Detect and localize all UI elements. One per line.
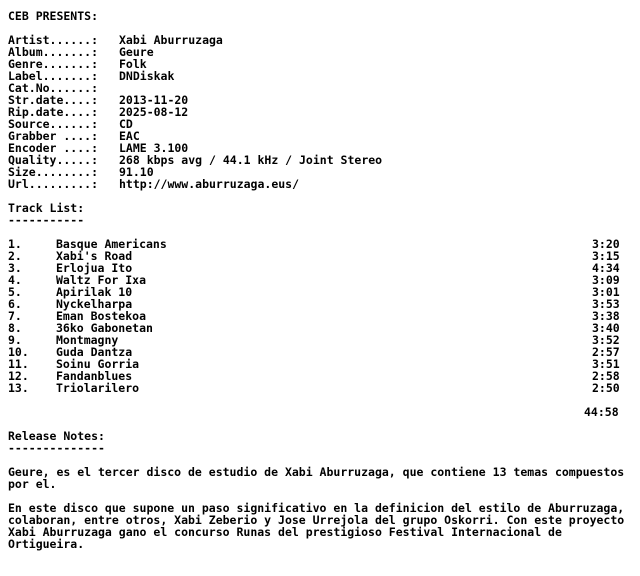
- track-duration: 3:09: [592, 273, 620, 287]
- track-title: Triolarilero: [56, 381, 140, 395]
- info-key: Grabber ....:: [8, 129, 99, 143]
- info-row-url: [8, 178, 632, 190]
- track-duration: 2:58: [592, 369, 620, 383]
- info-key: Album.......:: [8, 45, 99, 59]
- info-value: 2013-11-20: [119, 93, 189, 107]
- info-value: CD: [119, 117, 133, 131]
- info-key: Url.........:: [8, 177, 99, 191]
- info-key: Genre.......:: [8, 57, 99, 71]
- track-number: 12.: [8, 369, 29, 383]
- track-number: 5.: [8, 285, 22, 299]
- info-row-artist: [8, 34, 632, 46]
- info-value-url: http://www.aburruzaga.eus/: [119, 177, 300, 191]
- spacer: [8, 418, 632, 430]
- track-title: Montmagny: [56, 333, 119, 347]
- info-value: 2025-08-12: [119, 105, 189, 119]
- track-title: Nyckelharpa: [56, 297, 133, 311]
- info-row-quality: [8, 154, 632, 166]
- info-key: Cat.No......:: [8, 81, 99, 95]
- info-value: DNDiskak: [119, 69, 175, 83]
- track-number: 13.: [8, 381, 29, 395]
- track-duration: 3:01: [592, 285, 620, 299]
- track-duration: 3:20: [592, 237, 620, 251]
- track-duration: 3:53: [592, 297, 620, 311]
- track-title: Waltz For Ixa: [56, 273, 147, 287]
- info-row-str-date: [8, 94, 632, 106]
- track-title: Eman Bostekoa: [56, 309, 147, 323]
- track-duration: 3:52: [592, 333, 620, 347]
- track-number: 3.: [8, 261, 22, 275]
- tracklist-underline: -----------: [8, 214, 85, 226]
- info-key: Source......:: [8, 117, 99, 131]
- info-value: Folk: [119, 57, 147, 71]
- total-duration: 44:58: [584, 405, 619, 419]
- info-row-genre: [8, 58, 632, 70]
- track-title: Basque Americans: [56, 237, 167, 251]
- info-key: Encoder ....:: [8, 141, 99, 155]
- nfo-document: [8, 10, 632, 550]
- track-duration: 3:51: [592, 357, 620, 371]
- info-row-rip-date: [8, 106, 632, 118]
- info-row-grabber: [8, 130, 632, 142]
- track-number: 9.: [8, 333, 22, 347]
- info-key: Size........:: [8, 165, 99, 179]
- track-number: 2.: [8, 249, 22, 263]
- track-number: 1.: [8, 237, 22, 251]
- release-notes-paragraph: Geure, es el tercer disco de estudio de Xabi Aburruzaga, que contiene 13 temas compuestos por el.: [8, 465, 625, 491]
- info-key: Artist......:: [8, 33, 99, 47]
- track-duration: 4:34: [592, 261, 620, 275]
- info-value: [119, 82, 632, 94]
- track-title: Guda Dantza: [56, 345, 133, 359]
- track-row: [8, 382, 632, 394]
- info-value: LAME 3.100: [119, 141, 189, 155]
- track-list: [8, 238, 632, 394]
- info-value: Geure: [119, 45, 154, 59]
- track-title: Erlojua Ito: [56, 261, 133, 275]
- info-row-album: [8, 46, 632, 58]
- track-title: Soinu Gorria: [56, 357, 140, 371]
- info-key: Rip.date....:: [8, 105, 99, 119]
- info-value: 91.10: [119, 165, 154, 179]
- release-notes-underline: --------------: [8, 442, 105, 454]
- spacer: [8, 190, 632, 202]
- release-notes-paragraph: En este disco que supone un paso significativo en la definicion del estilo de Aburruzaga, colaboran, entre otros, Xabi Zeberio y Jose Urrejola del grupo Oskorri. Con este proyecto Xabi Aburruzaga gano el concurso Runas del prestigioso Festival Internacional de Ortigueira.: [8, 501, 625, 551]
- track-duration: 3:15: [592, 249, 620, 263]
- track-number: 6.: [8, 297, 22, 311]
- spacer: [8, 22, 632, 34]
- track-duration: 2:57: [592, 345, 620, 359]
- track-number: 10.: [8, 345, 29, 359]
- info-row-label: [8, 70, 632, 82]
- info-key: Quality.....:: [8, 153, 99, 167]
- track-number: 8.: [8, 321, 22, 335]
- track-number: 11.: [8, 357, 29, 371]
- track-duration: 3:40: [592, 321, 620, 335]
- track-duration: 2:50: [592, 381, 620, 395]
- info-key: Label.......:: [8, 69, 99, 83]
- info-row-catno: [8, 82, 632, 94]
- info-value: Xabi Aburruzaga: [119, 33, 223, 47]
- tracklist-heading: Track List:: [8, 202, 85, 214]
- spacer: [8, 394, 632, 406]
- total-duration-row: [8, 406, 632, 418]
- release-notes-heading: Release Notes:: [8, 430, 105, 442]
- info-key: Str.date....:: [8, 93, 99, 107]
- info-row-size: [8, 166, 632, 178]
- header-title: CEB PRESENTS:: [8, 10, 99, 22]
- info-row-source: [8, 118, 632, 130]
- info-value: 268 kbps avg / 44.1 kHz / Joint Stereo: [119, 153, 383, 167]
- track-title: Fandanblues: [56, 369, 133, 383]
- track-number: 4.: [8, 273, 22, 287]
- track-duration: 3:38: [592, 309, 620, 323]
- info-value: EAC: [119, 129, 140, 143]
- track-number: 7.: [8, 309, 22, 323]
- info-block: [8, 34, 632, 190]
- track-title: Xabi's Road: [56, 249, 133, 263]
- track-title: 36ko Gabonetan: [56, 321, 153, 335]
- track-title: Apirilak 10: [56, 285, 133, 299]
